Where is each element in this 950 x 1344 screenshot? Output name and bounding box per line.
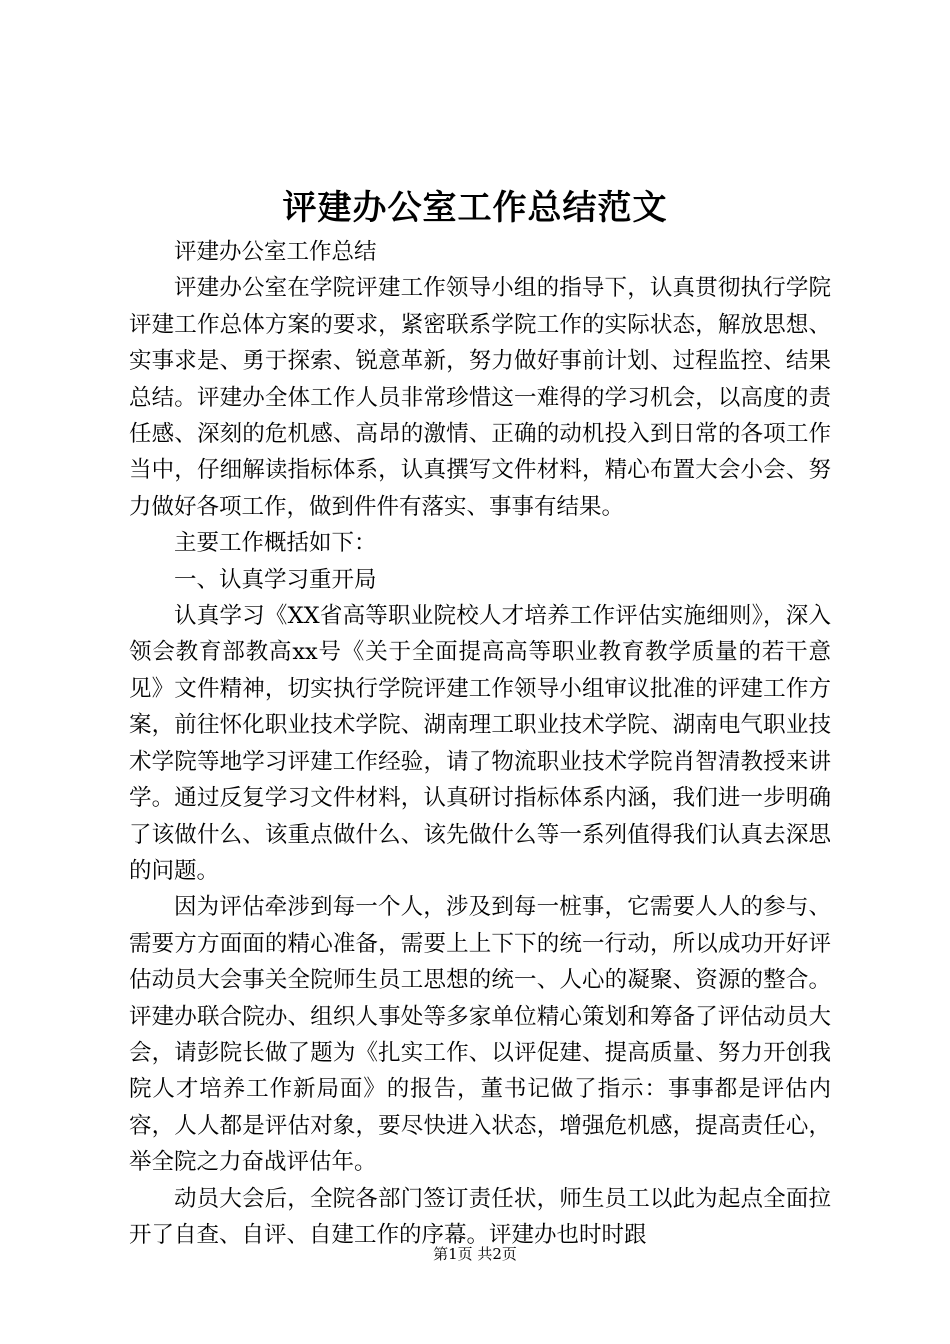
section-heading: 一、认真学习重开局 (174, 566, 377, 593)
page-footer: 第1页 共2页 (433, 1245, 517, 1263)
document-body (129, 234, 831, 1253)
paragraph: 因为评估牵涉到每一个人，涉及到每一桩事，它需要人人的参与、需要方方面面的精心准备，需要上上下下的统一行动，所以成功开好评估动员大会事关全院师生员工思想的统一、人心的凝聚、资源的整合。评建办联合院办、组织人事处等多家单位精心策划和筹备了评估动员大会，请彭院长做了题为《扎实工作、以评促建、提高质量、努力开创我院人才培养工作新局面》的报告，董书记做了指示：事事都是评估内容，人人都是评估对象，要尽快进入状态，增强危机感，提高责任心，举全院之力奋战评估年。 (129, 894, 831, 1176)
paragraph-subtitle: 评建办公室工作总结 (174, 239, 377, 265)
paragraph: 评建办公室在学院评建工作领导小组的指导下，认真贯彻执行学院评建工作总体方案的要求，紧密联系学院工作的实际状态，解放思想、实事求是、勇于探索、锐意革新，努力做好事前计划、过程监控、结果总结。评建办全体工作人员非常珍惜这一难得的学习机会，以高度的责任感、深刻的危机感、高昂的激情、正确的动机投入到日常的各项工作当中，仔细解读指标体系，认真撰写文件材料，精心布置大会小会、努力做好各项工作，做到件件有落实、事事有结果。 (129, 275, 831, 520)
paragraph: 动员大会后，全院各部门签订责任状，师生员工以此为起点全面拉开了自查、自评、自建工作的序幕。评建办也时时跟 (129, 1185, 831, 1248)
document-title: 评建办公室工作总结范文 (282, 188, 668, 228)
paragraph: 认真学习《XX省高等职业院校人才培养工作评估实施细则》，深入领会教育部教高xx号《关于全面提高高等职业教育教学质量的若干意见》文件精神，切实执行学院评建工作领导小组审议批准的评建工作方案，前往怀化职业技术学院、湖南理工职业技术学院、湖南电气职业技术学院等地学习评建工作经验，请了物流职业技术学院肖智清教授来讲学。通过反复学习文件材料，认真研讨指标体系内涵，我们进一步明确了该做什么、该重点做什么、该先做什么等一系列值得我们认真去深思的问题。 (129, 603, 831, 884)
paragraph: 主要工作概括如下： (174, 530, 377, 557)
